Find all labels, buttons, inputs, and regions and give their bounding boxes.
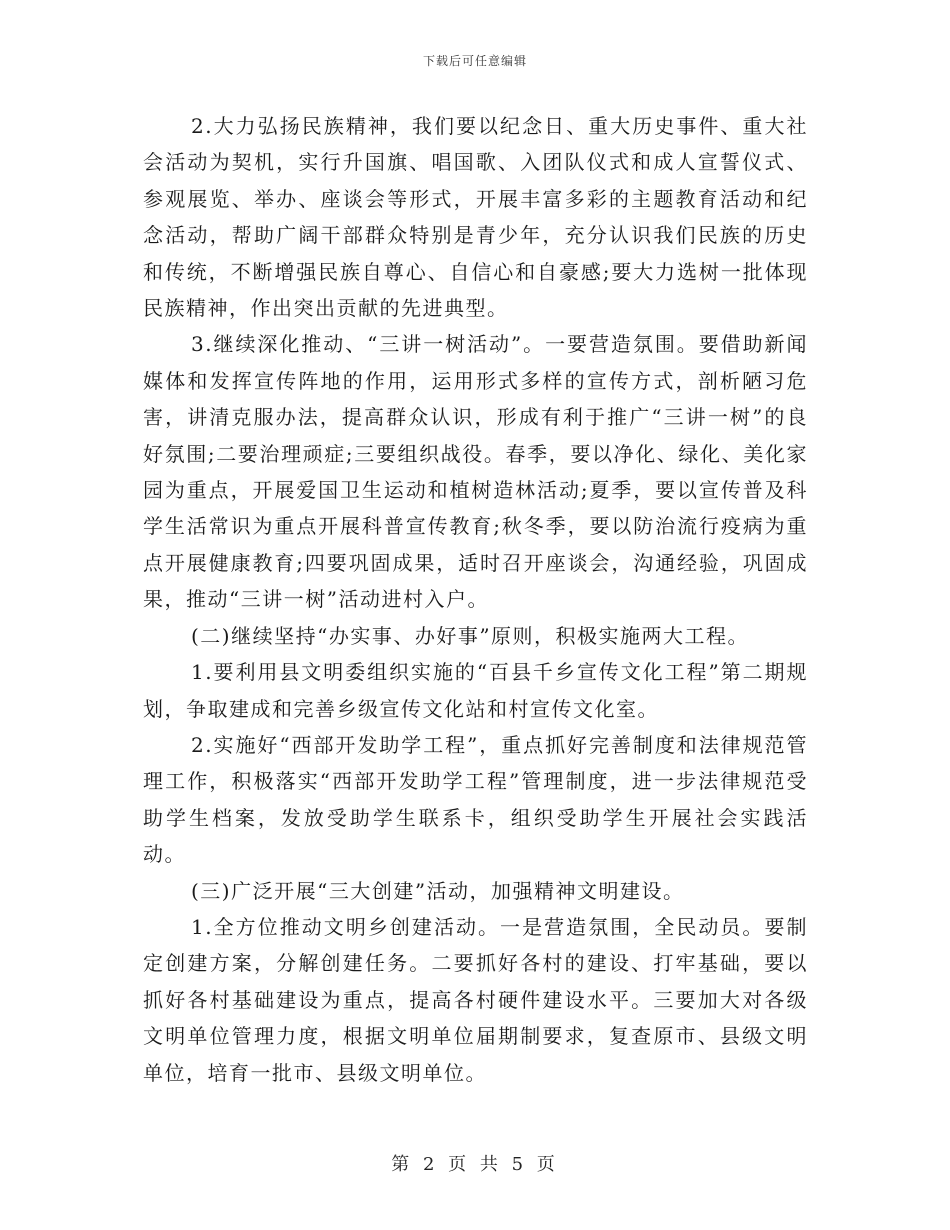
paragraph-student-aid-project: 2.实施好“西部开发助学工程”，重点抓好完善制度和法律规范管理工作，积极落实“西部开发助学工程”管理制度，进一步法律规范受助学生档案，发放受助学生联系卡，组织受助学生开展社会实践活动。	[143, 732, 808, 867]
paragraph-civilized-township: 1.全方位推动文明乡创建活动。一是营造氛围，全民动员。要制定创建方案，分解创建任务。二要抓好各村的建设、打牢基础，要以抓好各村基础建设为重点，提高各村硬件建设水平。三要加大对各级文明单位管理力度，根据文明单位届期制要求，复查原市、县级文明单位，培育一批市、县级文明单位。	[143, 914, 808, 1085]
section-heading-three-creations: (三)广泛开展“三大创建”活动，加强精神文明建设。	[191, 878, 685, 903]
page-number-footer: 第 2 页 共 5 页	[391, 1154, 559, 1175]
paragraph-national-spirit: 2.大力弘扬民族精神，我们要以纪念日、重大历史事件、重大社会活动为契机，实行升国旗、唱国歌、入团队仪式和成人宣誓仪式、参观展览、举办、座谈会等形式，开展丰富多彩的主题教育活动和纪念活动，帮助广阔干部群众特别是青少年，充分认识我们民族的历史和传统，不断增强民族自尊心、自信心和自豪感;要大力选树一批体现民族精神，作出突出贡献的先进典型。	[143, 114, 808, 321]
section-heading-two-projects: (二)继续坚持“办实事、办好事”原则，积极实施两大工程。	[191, 623, 750, 648]
document-body	[143, 108, 808, 1091]
paragraph-culture-project: 1.要利用县文明委组织实施的“百县千乡宣传文化工程”第二期规划，争取建成和完善乡级宣传文化站和村宣传文化室。	[143, 660, 808, 721]
paragraph-three-talks-one-tree: 3.继续深化推动、“三讲一树活动”。一要营造氛围。要借助新闻媒体和发挥宣传阵地的作用，运用形式多样的宣传方式，剖析陋习危害，讲清克服办法，提高群众认识，形成有利于推广“三讲一树”的良好氛围;二要治理顽症;三要组织战役。春季，要以净化、绿化、美化家园为重点，开展爱国卫生运动和植树造林活动;夏季，要以宣传普及科学生活常识为重点开展科普宣传教育;秋冬季，要以防治流行疫病为重点开展健康教育;四要巩固成果，适时召开座谈会，沟通经验，巩固成果，推动“三讲一树”活动进村入户。	[143, 332, 808, 612]
page-header: 下载后可任意编辑	[422, 54, 527, 68]
